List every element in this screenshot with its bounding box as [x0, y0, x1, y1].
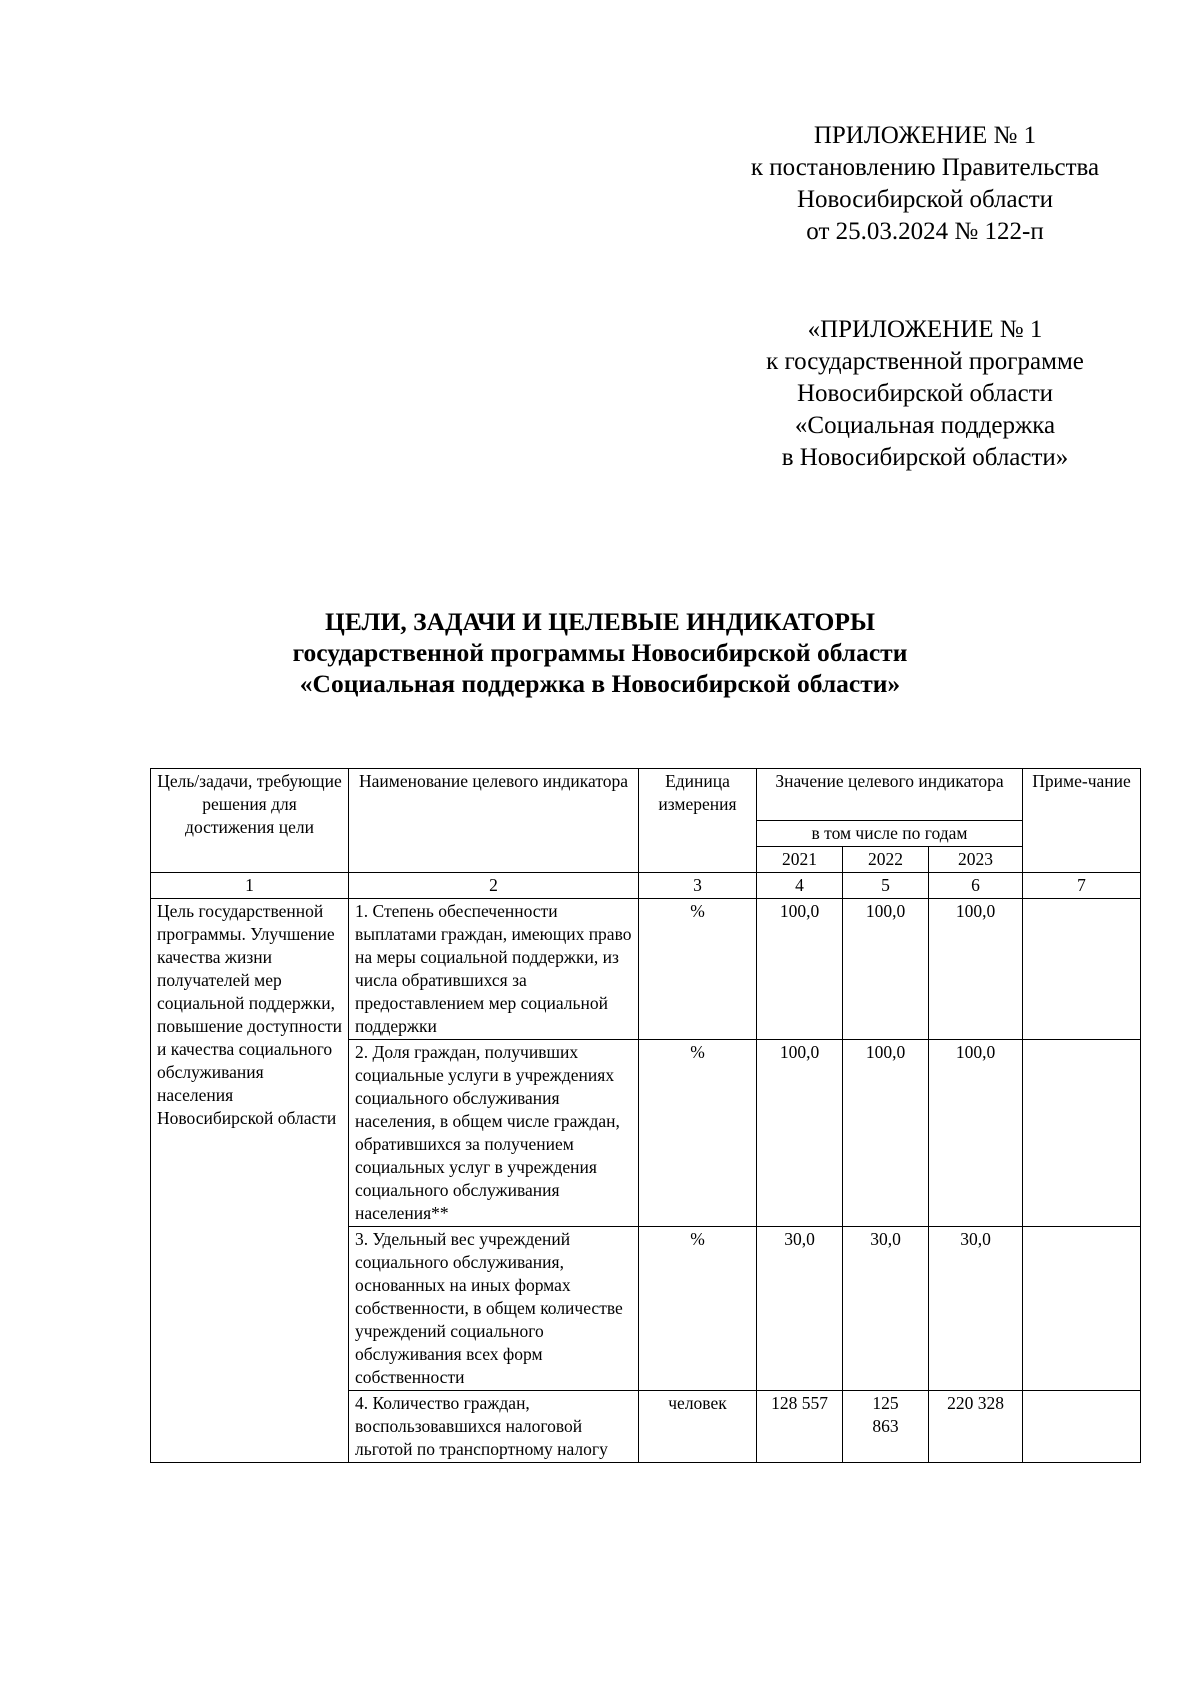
value-2021: 100,0	[757, 899, 843, 1040]
note-cell	[1023, 899, 1141, 1040]
header-indicator: Наименование целевого индикатора	[349, 769, 639, 873]
value-2023: 30,0	[929, 1227, 1023, 1391]
header-year: 2021	[757, 847, 843, 873]
value-2023: 220 328	[929, 1391, 1023, 1463]
appendix-line: ПРИЛОЖЕНИЕ № 1	[813, 122, 1037, 149]
value-2022: 30,0	[843, 1227, 929, 1391]
appendix-program-header	[710, 314, 1140, 474]
value-2022: 125 863	[843, 1391, 929, 1463]
document-title	[0, 606, 1200, 699]
title-line: ЦЕЛИ, ЗАДАЧИ И ЦЕЛЕВЫЕ ИНДИКАТОРЫ	[325, 607, 875, 636]
header-note: Приме-чание	[1023, 769, 1141, 873]
appendix-line: Новосибирской области	[796, 380, 1054, 407]
header-value: Значение целевого индикатора	[757, 769, 1023, 821]
indicator-cell: 1. Степень обеспеченности выплатами граждан, имеющих право на меры социальной поддержки, из числа обратившихся за предоставлением мер социальной поддержки	[349, 899, 639, 1040]
appendix-line: в Новосибирской области»	[781, 444, 1069, 471]
unit-cell: %	[639, 899, 757, 1040]
appendix-line: «ПРИЛОЖЕНИЕ № 1	[807, 316, 1043, 343]
appendix-resolution-header	[710, 120, 1140, 248]
unit-cell: %	[639, 1040, 757, 1227]
indicator-cell: 2. Доля граждан, получивших социальные услуги в учреждениях социального обслуживания населения, в общем числе граждан, обратившихся за получением социальных услуг в учреждения социального обслуживания населения**	[349, 1040, 639, 1227]
column-number: 3	[639, 873, 757, 899]
column-number: 6	[929, 873, 1023, 899]
value-2021: 128 557	[757, 1391, 843, 1463]
header-year: 2022	[843, 847, 929, 873]
table-header-row	[151, 769, 1141, 821]
header-unit: Единица измерения	[639, 769, 757, 873]
appendix-line: «Социальная поддержка	[794, 412, 1056, 439]
column-number: 7	[1023, 873, 1141, 899]
appendix-line: к государственной программе	[766, 348, 1084, 375]
goal-cell: Цель государственной программы. Улучшение качества жизни получателей мер социальной поддержки, повышение доступности и качества социального обслуживания населения Новосибирской области	[151, 899, 349, 1463]
unit-cell: человек	[639, 1391, 757, 1463]
value-2023: 100,0	[929, 899, 1023, 1040]
column-number-row	[151, 873, 1141, 899]
title-line: «Социальная поддержка в Новосибирской области»	[299, 669, 901, 698]
column-number: 5	[843, 873, 929, 899]
appendix-line: Новосибирской области	[796, 186, 1054, 213]
table-row	[151, 899, 1141, 1040]
indicators-table	[150, 768, 1141, 1463]
header-goal: Цель/задачи, требующие решения для достижения цели	[151, 769, 349, 873]
appendix-line: к постановлению Правительства	[750, 154, 1100, 181]
unit-cell: %	[639, 1227, 757, 1391]
value-2022: 100,0	[843, 1040, 929, 1227]
value-2023: 100,0	[929, 1040, 1023, 1227]
value-2021: 100,0	[757, 1040, 843, 1227]
title-line: государственной программы Новосибирской области	[292, 638, 908, 667]
header-year: 2023	[929, 847, 1023, 873]
value-2021: 30,0	[757, 1227, 843, 1391]
column-number: 1	[151, 873, 349, 899]
appendix-line: от 25.03.2024 № 122-п	[806, 218, 1044, 245]
value-2022: 100,0	[843, 899, 929, 1040]
column-number: 4	[757, 873, 843, 899]
indicator-cell: 4. Количество граждан, воспользовавшихся налоговой льготой по транспортному налогу	[349, 1391, 639, 1463]
note-cell	[1023, 1040, 1141, 1227]
note-cell	[1023, 1227, 1141, 1391]
header-by-years: в том числе по годам	[757, 821, 1023, 847]
note-cell	[1023, 1391, 1141, 1463]
indicator-cell: 3. Удельный вес учреждений социального обслуживания, основанных на иных формах собственности, в общем количестве учреждений социального обслуживания всех форм собственности	[349, 1227, 639, 1391]
column-number: 2	[349, 873, 639, 899]
